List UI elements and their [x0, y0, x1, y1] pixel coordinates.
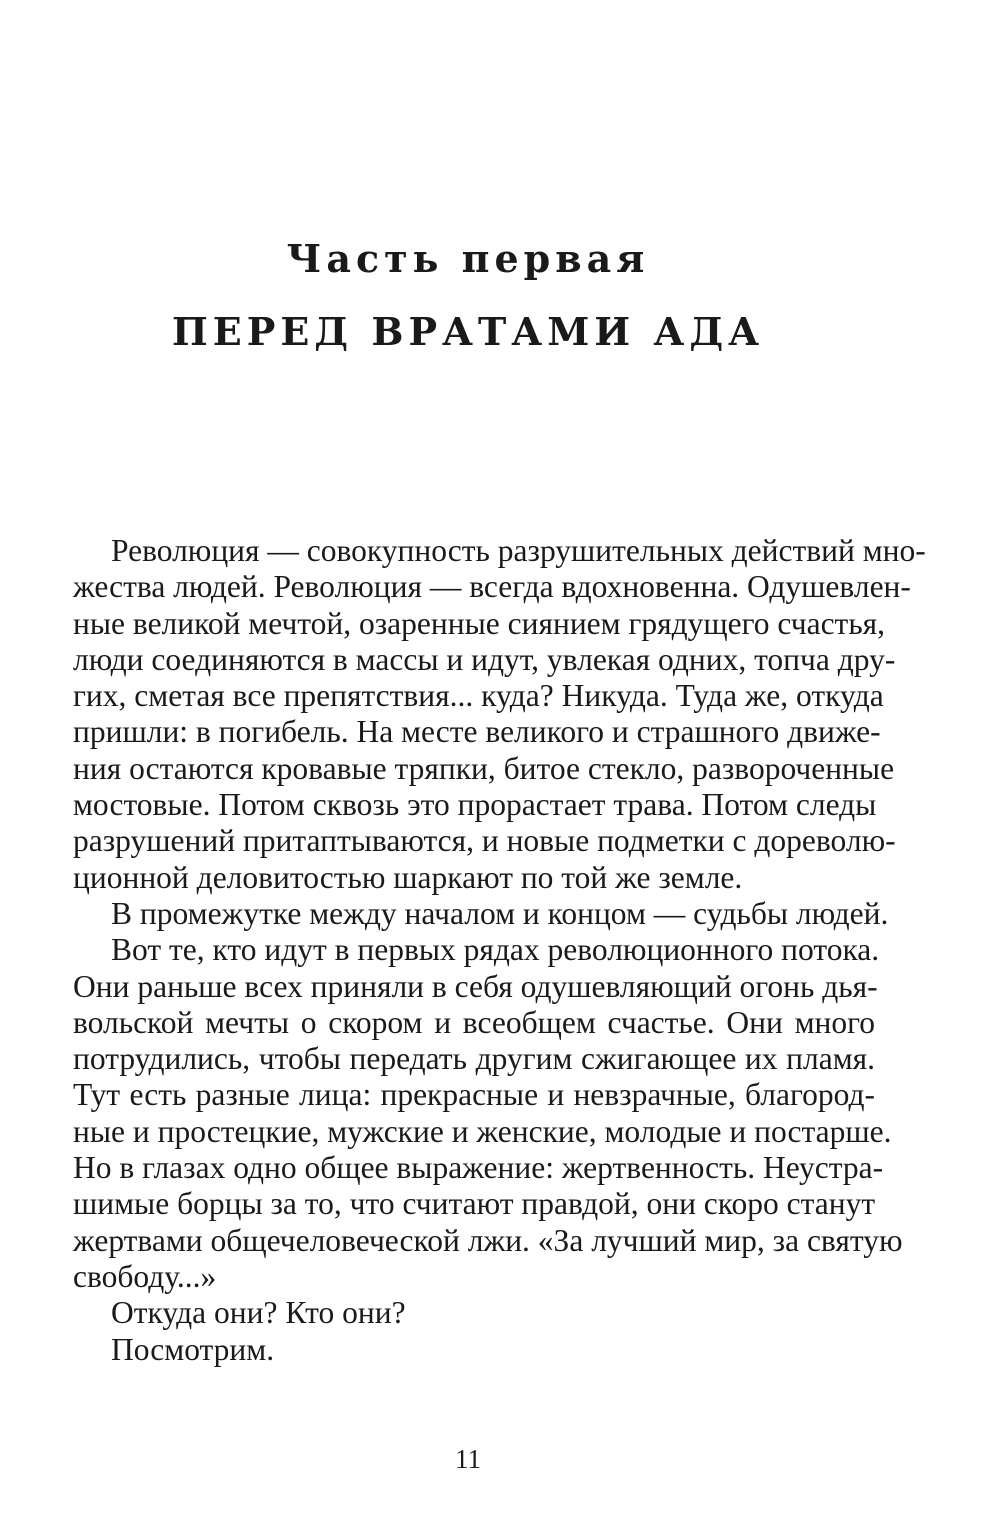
text-line: потрудились, чтобы передать другим сжигающее их пламя. [73, 1041, 875, 1077]
page-number: 11 [455, 1444, 481, 1474]
text-line: Революция — совокупность разрушительных действий мно- [111, 533, 926, 568]
text-line: пришли: в погибель. На месте великого и страшного движе- [73, 714, 881, 750]
text-line: Тут есть разные лица: прекрасные и невзрачные, благород- [73, 1077, 875, 1113]
text-line: шимые борцы за то, что считают правдой, они скоро станут [73, 1186, 876, 1222]
text-line: вольской мечты о скором и всеобщем счастье. Они много [73, 1004, 875, 1040]
part-title: Часть первая [286, 236, 650, 281]
text-line: Вот те, кто идут в первых рядах революционного потока. [111, 932, 880, 968]
text-line: жества людей. Революция — всегда вдохновенна. Одушевлен- [73, 569, 911, 605]
text-line: В промежутке между началом и концом — судьбы людей. [111, 895, 889, 931]
text-line: гих, сметая все препятствия... куда? Никуда. Туда же, откуда [73, 678, 884, 714]
text-line: ционной деловитостью шаркают по той же земле. [73, 859, 743, 895]
text-line: Посмотрим. [111, 1331, 275, 1367]
text-line: мостовые. Потом сквозь это прорастает трава. Потом следы [73, 787, 877, 823]
text-line: жертвами общечеловеческой лжи. «За лучший мир, за святую [73, 1222, 903, 1258]
text-line: люди соединяются в массы и идут, увлекая одних, топча дру- [73, 641, 896, 677]
text-line: свободу...» [73, 1258, 217, 1294]
text-line: разрушений притаптываются, и новые подметки с дореволю- [73, 823, 896, 859]
text-line: ные великой мечтой, озаренные сиянием грядущего счастья, [73, 605, 886, 641]
text-line: ния остаются кровавые тряпки, битое стекло, развороченные [73, 750, 895, 786]
text-line: Откуда они? Кто они? [111, 1295, 406, 1331]
text-line: ные и простецкие, мужские и женские, молодые и постарше. [73, 1113, 892, 1149]
chapter-title: ПЕРЕД ВРАТАМИ АДА [171, 309, 765, 354]
text-line: Они раньше всех приняли в себя одушевляющий огонь дья- [73, 968, 878, 1004]
text-line: Но в глазах одно общее выражение: жертвенность. Неустра- [73, 1150, 884, 1186]
body-text [73, 533, 926, 1368]
